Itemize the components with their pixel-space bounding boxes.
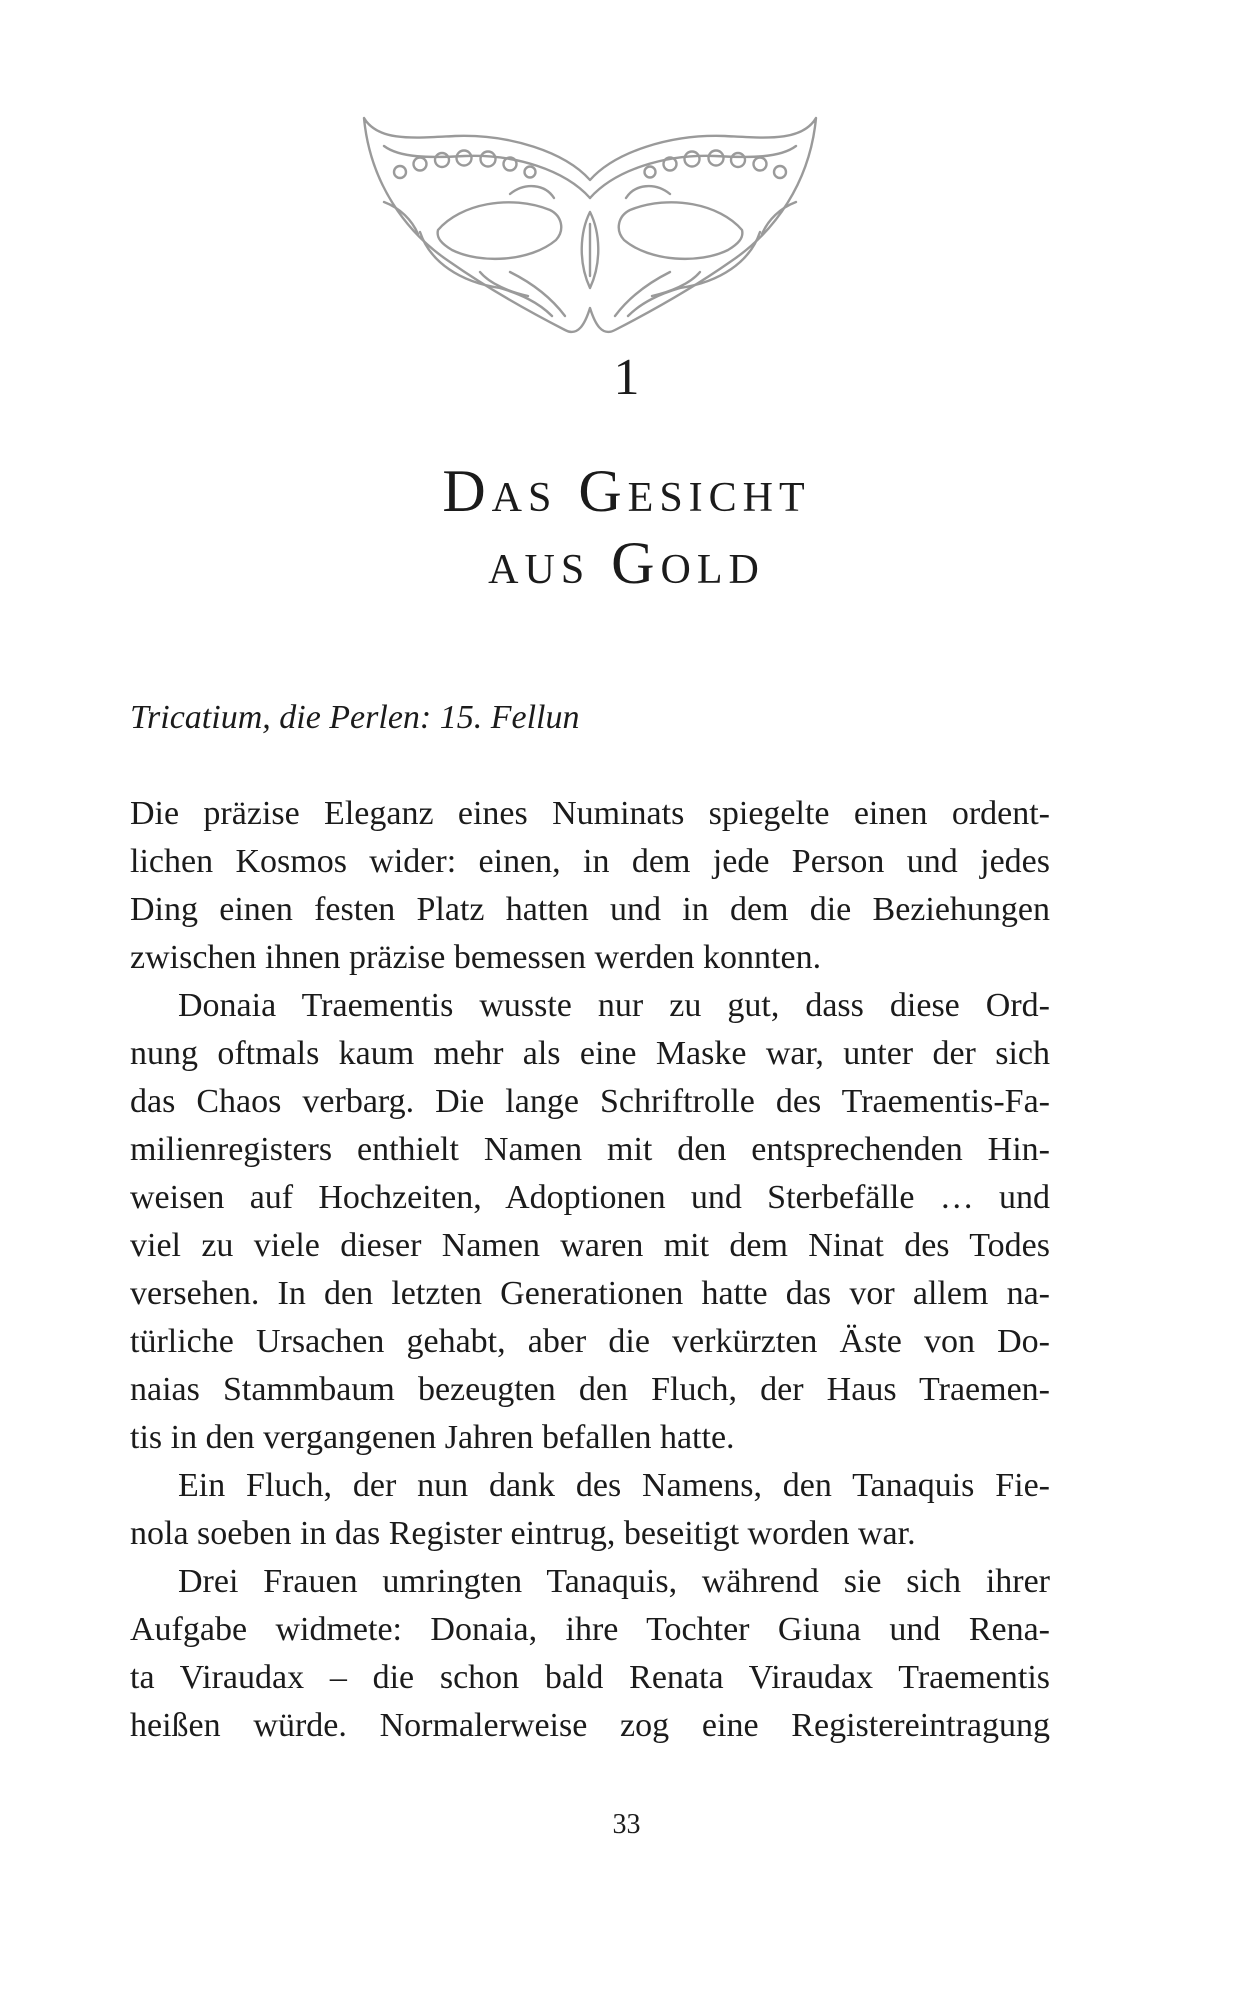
- text-line: Ding einen festen Platz hatten und in dem die Beziehungen: [130, 891, 1050, 928]
- dateline: Tricatium, die Perlen: 15. Fellun: [130, 699, 580, 736]
- text-line: das Chaos verbarg. Die lange Schriftrolle des Traementis-Fa-: [130, 1083, 1050, 1120]
- chapter-number: 1: [613, 349, 640, 406]
- text-line: tis in den vergangenen Jahren befallen hatte.: [130, 1419, 735, 1456]
- text-line: Aufgabe widmete: Donaia, ihre Tochter Giuna und Rena-: [130, 1611, 1050, 1648]
- text-line: türliche Ursachen gehabt, aber die verkürzten Äste von Do-: [130, 1323, 1050, 1360]
- text-line: milienregisters enthielt Namen mit den entsprechenden Hin-: [130, 1131, 1050, 1168]
- text-line: zwischen ihnen präzise bemessen werden konnten.: [130, 939, 822, 976]
- chapter-title: [0, 455, 1253, 599]
- text-line: ta Viraudax – die schon bald Renata Viraudax Traementis: [130, 1659, 1050, 1696]
- page-number: 33: [612, 1809, 641, 1840]
- text-line: versehen. In den letzten Generationen hatte das vor allem na-: [130, 1275, 1050, 1312]
- text-line: Die präzise Eleganz eines Numinats spiegelte einen ordent-: [130, 795, 1050, 832]
- text-line: heißen würde. Normalerweise zog eine Registereintragung: [130, 1707, 1050, 1744]
- body-text: [130, 790, 1050, 1750]
- text-line: weisen auf Hochzeiten, Adoptionen und Sterbefälle … und: [130, 1179, 1050, 1216]
- text-line: lichen Kosmos wider: einen, in dem jede Person und jedes: [130, 843, 1050, 880]
- text-line: naias Stammbaum bezeugten den Fluch, der Haus Traemen-: [130, 1371, 1050, 1408]
- text-line: nung oftmals kaum mehr als eine Maske war, unter der sich: [130, 1035, 1050, 1072]
- text-line: nola soeben in das Register eintrug, beseitigt worden war.: [130, 1515, 916, 1552]
- text-line: viel zu viele dieser Namen waren mit dem Ninat des Todes: [130, 1227, 1050, 1264]
- text-line: Ein Fluch, der nun dank des Namens, den Tanaquis Fie-: [178, 1467, 1050, 1504]
- chapter-title-line: Das Gesicht: [442, 458, 811, 524]
- chapter-title-line: aus Gold: [488, 530, 765, 596]
- text-line: Drei Frauen umringten Tanaquis, während sie sich ihrer: [178, 1563, 1050, 1600]
- text-line: Donaia Traementis wusste nur zu gut, dass diese Ord-: [178, 987, 1050, 1024]
- venetian-mask-icon: [360, 112, 820, 342]
